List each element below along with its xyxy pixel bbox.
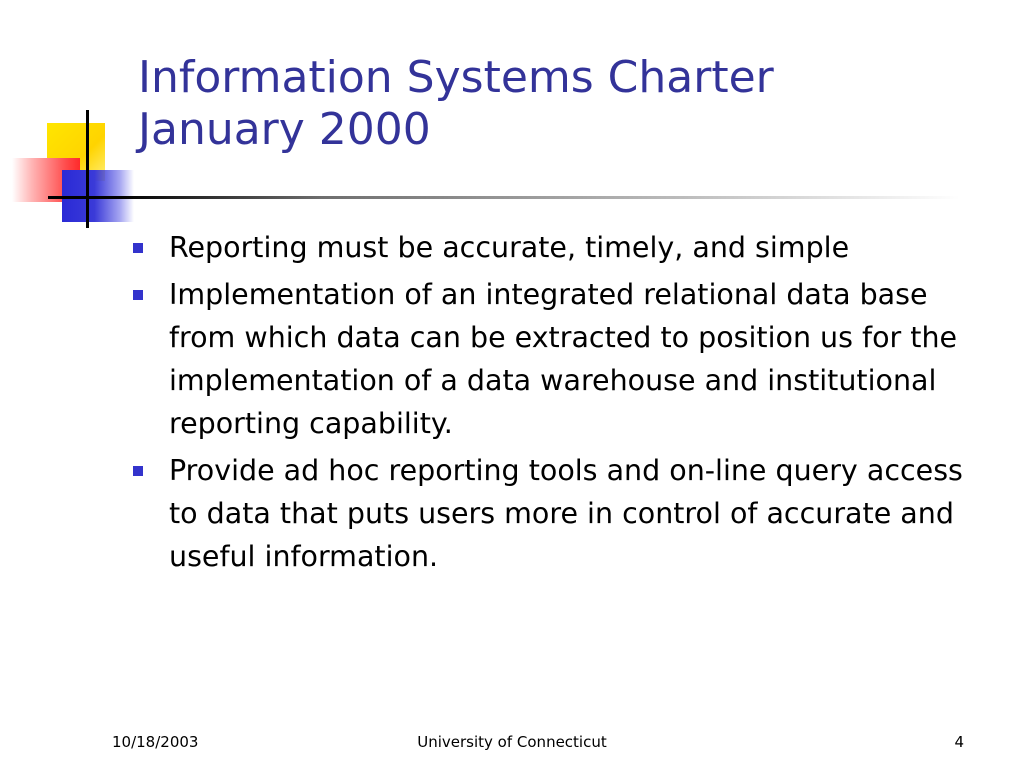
slide-title (138, 52, 998, 156)
bullet-item (133, 449, 993, 578)
bullet-text: Provide ad hoc reporting tools and on-line query access to data that puts users more in control of accurate and useful information. (169, 454, 963, 573)
bullet-item (133, 226, 993, 269)
vertical-divider-line (86, 110, 89, 228)
bullet-text: Reporting must be accurate, timely, and simple (169, 231, 850, 264)
square-bullet-icon (133, 290, 143, 300)
bullet-text: Implementation of an integrated relational data base from which data can be extracted to position us for the implementation of a data warehouse and institutional reporting capability. (169, 278, 958, 440)
footer-page-number: 4 (954, 733, 964, 751)
slide-title-line-2: January 2000 (138, 104, 431, 155)
slide-title-line-1: Information Systems Charter (138, 52, 774, 103)
footer-date: 10/18/2003 (112, 733, 199, 751)
bullet-item (133, 273, 993, 445)
square-bullet-icon (133, 466, 143, 476)
footer-organization: University of Connecticut (417, 733, 607, 751)
title-underline (48, 196, 960, 199)
square-bullet-icon (133, 243, 143, 253)
bullet-list (133, 226, 993, 582)
